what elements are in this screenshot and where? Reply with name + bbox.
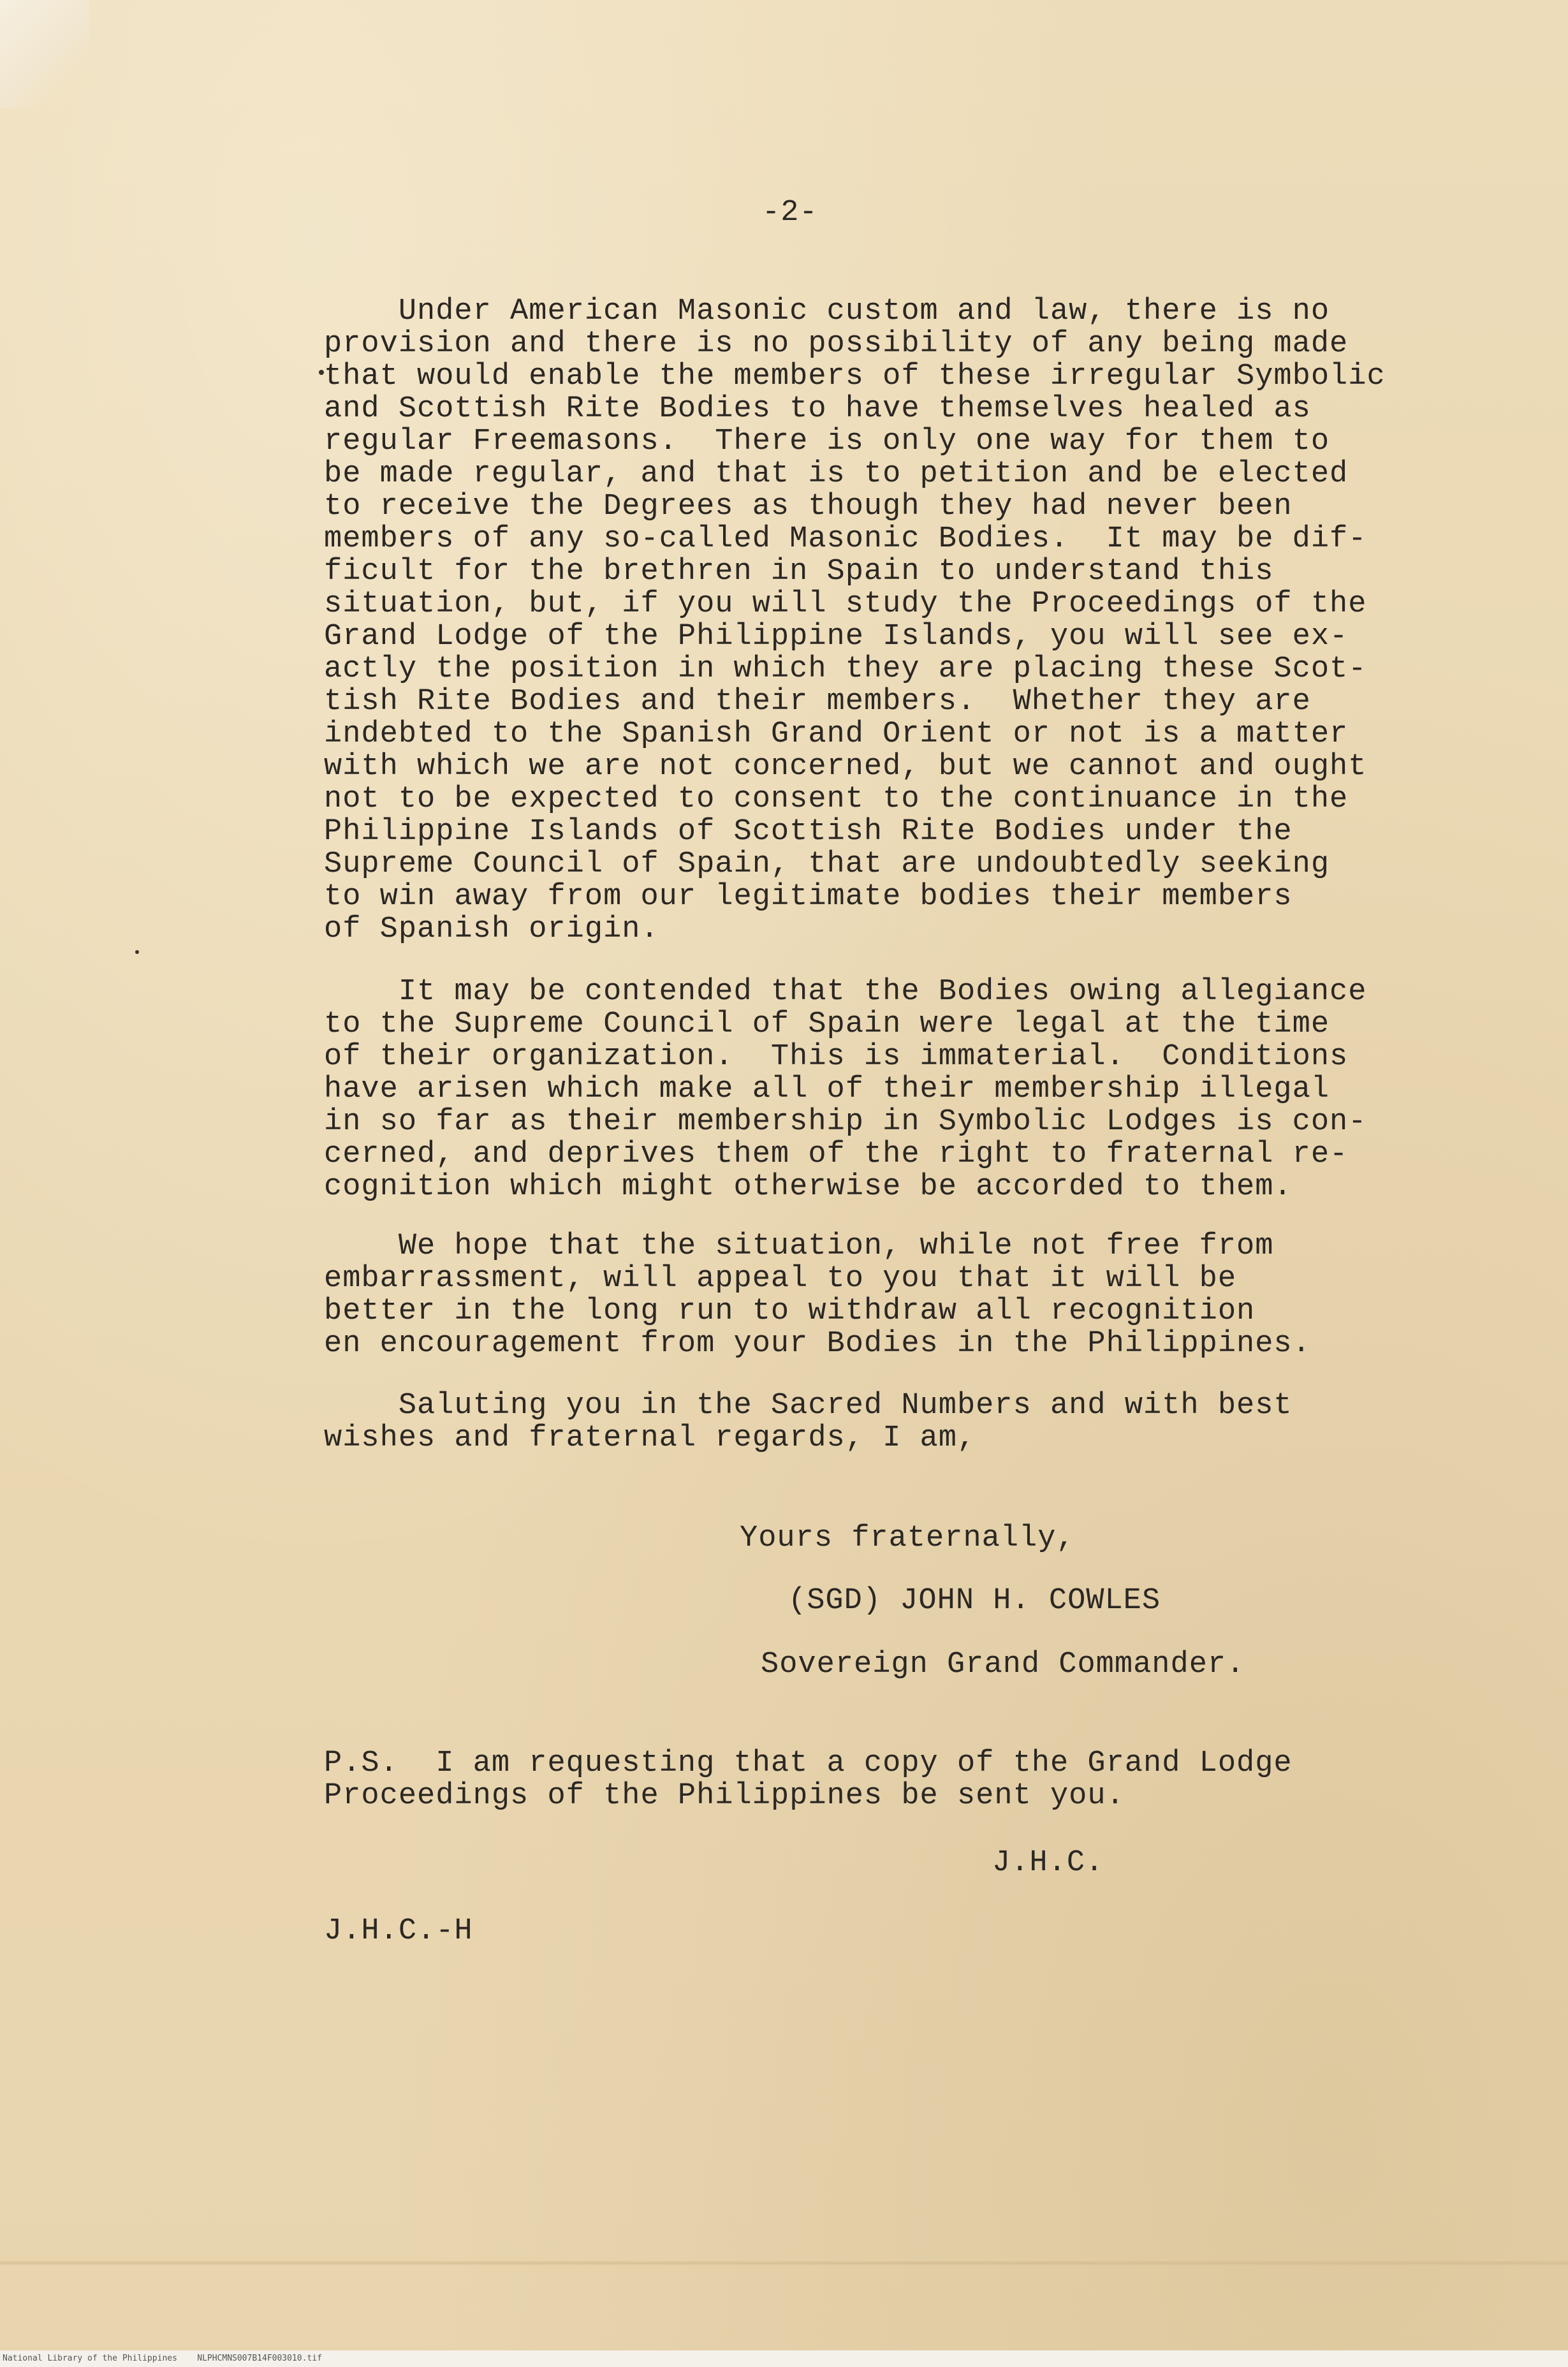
body-paragraph-3: We hope that the situation, while not free from embarrassment, will appeal to you that it will be better in the long run to withdraw all recognition en encouragement from your Bodies in the Philippines. [324,1229,1311,1361]
ink-speck [135,950,139,954]
paper-crease [0,2261,1568,2266]
complimentary-closing: Yours fraternally, [740,1521,1075,1555]
postscript: P.S. I am requesting that a copy of the Grand Lodge Proceedings of the Philippines be sent you. [324,1747,1293,1813]
ink-speck [319,370,324,375]
signer-title: Sovereign Grand Commander. [761,1648,1245,1682]
archive-footer-bar [0,2350,1568,2367]
signature-line: (SGD) JOHN H. COWLES [788,1584,1161,1618]
page-number: -2- [762,196,818,230]
postscript-initials: J.H.C. [992,1846,1104,1880]
reference-initials: J.H.C.-H [324,1914,473,1948]
archive-footer-text: National Library of the Philippines NLPHCMNS007B14F003010.tif [3,2354,322,2363]
body-paragraph-1: Under American Masonic custom and law, there is no provision and there is no possibility of any being made that would enable the members of these irregular Symbolic and Scottish Rite Bodies to have themselves healed as regular Freemasons. There is only one way for them to be made regular, and that is to petition and be elected to receive the Degrees as though they had never been members of any so-called Masonic Bodies. It may be dif- ficult for the brethren in Spain to understand this situation, but, if you will study the Proceedings of the Grand Lodge of the Philippine Islands, you will see ex- actly the position in which they are placing these Scot- tish Rite Bodies and their members. Whether they are indebted to the Spanish Grand Orient or not is a matter with which we are not concerned, but we cannot and ought not to be expected to consent to the continuance in the Philippine Islands of Scottish Rite Bodies under the Supreme Council of Spain, that are undoubtedly seeking to win away from our legitimate bodies their members of Spanish origin. [324,295,1386,946]
body-paragraph-2: It may be contended that the Bodies owing allegiance to the Supreme Council of Spain were legal at the time of their organization. This is immaterial. Conditions have arisen which make all of their membership illegal in so far as their membership in Symbolic Lodges is con- cerned, and deprives them of the right to fraternal re- cognition which might otherwise be accorded to them. [324,975,1367,1204]
body-paragraph-4: Saluting you in the Sacred Numbers and with best wishes and fraternal regards, I am, [324,1389,1293,1455]
paper-worn-corner [0,0,89,108]
